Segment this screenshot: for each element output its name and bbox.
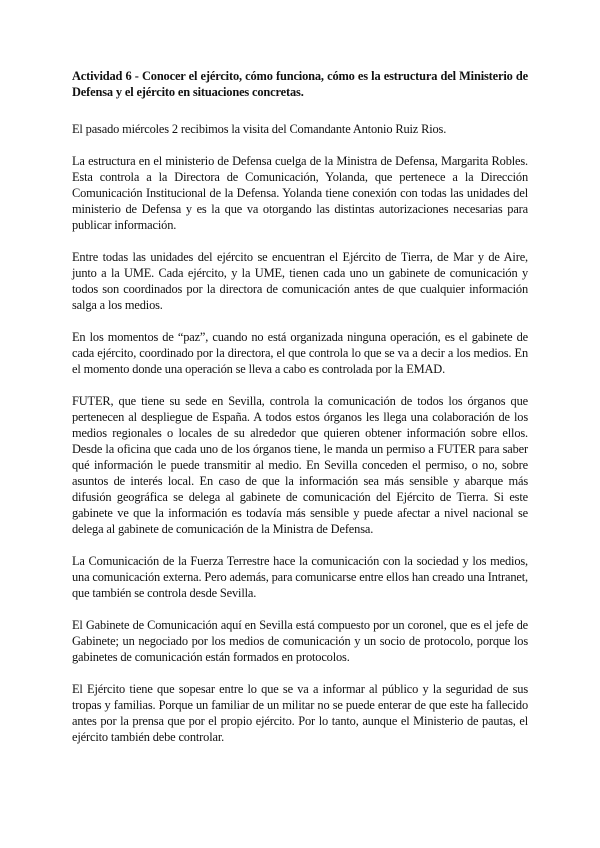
paragraph-land-force-communication: La Comunicación de la Fuerza Terrestre hace la comunicación con la sociedad y los medios, una comunicación externa. Pero además, para comunicarse entre ellos han creado una Intranet, que también se controla desde Sevilla. — [72, 554, 528, 600]
document-title: Actividad 6 - Conocer el ejército, cómo funciona, cómo es la estructura del Ministerio de Defensa y el ejército en situaciones concretas. — [72, 69, 528, 99]
paragraph-futer: FUTER, que tiene su sede en Sevilla, controla la comunicación de todos los órganos que pertenecen al despliegue de España. A todos estos órganos les llega una colaboración de los medios regionales o locales de su alrededor que quieren obtener información sobre ellos. Desde la oficina que cada uno de los órganos tiene, le manda un permiso a FUTER para saber qué información le puede transmitir al medio. En Sevilla conceden el permiso, o no, sobre asuntos de interés local. En caso de que la información sea más sensible y abarque más difusión geográfica se delega al gabinete de comunicación del Ejército de Tierra. Si este gabinete ve que la información es todavía más sensible y puede afectar a nivel nacional se delega al gabinete de comunicación de la Ministra de Defensa. — [72, 394, 528, 536]
paragraph-ministry-structure: La estructura en el ministerio de Defensa cuelga de la Ministra de Defensa, Margarita Robles. Esta controla a la Directora de Comunicación, Yolanda, que pertenece a la Dirección Comunicación Institucional de la Defensa. Yolanda tiene conexión con todas las unidades del ministerio de Defensa y es la que va otorgando las distintas autorizaciones necesarias para publicar información. — [72, 154, 528, 232]
paragraph-visit: El pasado miércoles 2 recibimos la visita del Comandante Antonio Ruiz Rios. — [72, 122, 447, 136]
document-page — [72, 68, 528, 761]
paragraph-army-balance: El Ejército tiene que sopesar entre lo que se va a informar al público y la seguridad de sus tropas y familias. Porque un familiar de un militar no se puede enterar de que este ha fallecido antes por la prensa que por el propio ejército. Por lo tanto, aunque el Ministerio de pautas, el ejército también debe controlar. — [72, 682, 528, 744]
paragraph-seville-cabinet: El Gabinete de Comunicación aquí en Sevilla está compuesto por un coronel, que es el jefe de Gabinete; un negociado por los medios de comunicación y un socio de protocolo, porque los gabinetes de comunicación están formados en protocolos. — [72, 618, 528, 664]
paragraph-army-units: Entre todas las unidades del ejército se encuentran el Ejército de Tierra, de Mar y de Aire, junto a la UME. Cada ejército, y la UME, tienen cada uno un gabinete de comunicación y todos son coordinados por la directora de comunicación antes de que cualquier información salga a los medios. — [72, 250, 528, 312]
paragraph-peace-time: En los momentos de “paz”, cuando no está organizada ninguna operación, es el gabinete de cada ejército, coordinado por la directora, el que controla lo que se va a decir a los medios. En el momento donde una operación se lleva a cabo es controlada por la EMAD. — [72, 330, 528, 376]
